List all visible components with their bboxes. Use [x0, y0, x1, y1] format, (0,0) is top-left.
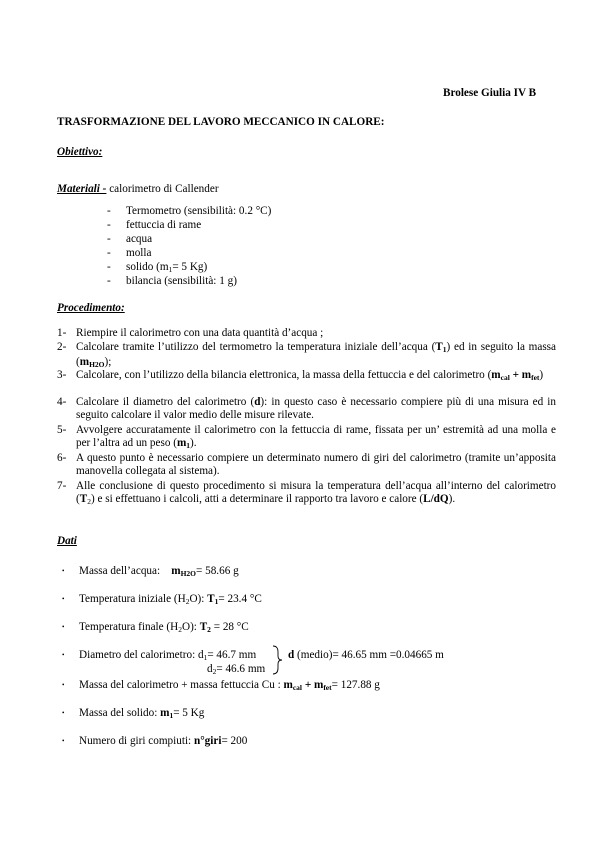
step-7: Alle conclusione di questo procedimento si misura la temperatura dell’acqua all’interno del calorimetro $(T_2)$ e si effettuano i calcoli, atti a determinare il rapporto tra lavoro e calore (L/dQ).	[76, 480, 556, 506]
dati-heading: Dati	[57, 535, 77, 547]
brace-icon	[271, 645, 283, 675]
dati-massa-solido: Massa del solido: $m_1= 5$ Kg	[79, 707, 205, 720]
dati-temp-finale: Temperatura finale $(H_2O)$: $T_2 = 28$ °C	[79, 621, 249, 634]
step-2: Calcolare tramite l’utilizzo del termometro la temperatura iniziale dell’acqua $(T_1)$ ed in seguito la massa $(m_{H2O})$;	[76, 341, 557, 369]
bullet: •	[62, 567, 65, 575]
step-number: 7-	[57, 480, 67, 492]
step-6: A questo punto è necessario compiere un determinato numero di giri del calorimetro (tramite un’apposita manovella collegata al sistema).	[76, 452, 556, 477]
dati-temp-iniziale: Temperatura iniziale $(H_2O)$: $T_1= 23.4$ °C	[79, 593, 262, 606]
author-name: Brolese Giulia IV B	[443, 87, 537, 99]
list-item: bilancia (sensibilità: 1 g)	[126, 275, 237, 287]
step-number: 6-	[57, 452, 67, 464]
list-dash: -	[107, 233, 111, 245]
dati-diametro-medio: d (medio)= 46.65 mm =0.04665 m	[288, 649, 444, 661]
dati-massa-calorimetro: Massa del calorimetro + massa fettuccia Cu : $m_{cal} + m_{fet}= 127.88$ g	[79, 679, 380, 692]
bullet: •	[62, 651, 65, 659]
step-1: Riempire il calorimetro con una data quantità d’acqua ;	[76, 327, 324, 339]
step-number: 2-	[57, 341, 67, 353]
dati-diametro-2: $d_2= 46.6$ mm	[207, 663, 266, 676]
list-dash: -	[107, 247, 111, 259]
step-number: 1-	[57, 327, 67, 339]
list-item: molla	[126, 247, 152, 259]
step-3: Calcolare, con l’utilizzo della bilancia elettronica, la massa della fettuccia e del calorimetro $(m_{cal} + m_{fet})$	[76, 369, 544, 382]
procedimento-heading: Procedimento:	[57, 302, 125, 314]
list-item: solido ($m_1= 5$ Kg)	[126, 261, 208, 274]
list-dash: -	[107, 261, 111, 273]
step-5: Avvolgere accuratamente il calorimetro con la fettuccia di rame, fissata per un’ estremità ad una molla e per l’altra ad un peso $(m_1)$.	[76, 424, 556, 450]
bullet: •	[62, 737, 65, 745]
list-dash: -	[107, 205, 111, 217]
document-title: TRASFORMAZIONE DEL LAVORO MECCANICO IN CALORE:	[57, 116, 385, 128]
bullet: •	[62, 623, 65, 631]
list-item: acqua	[126, 233, 153, 245]
list-dash: -	[107, 219, 111, 231]
obiettivo-heading: Obiettivo:	[57, 146, 103, 158]
step-number: 3-	[57, 369, 67, 381]
materiali-line	[57, 183, 219, 195]
list-dash: -	[107, 275, 111, 287]
bullet: •	[62, 709, 65, 717]
step-number: 5-	[57, 424, 67, 436]
dati-diametro: Diametro del calorimetro: $d_1= 46.7$ mm	[79, 649, 257, 662]
materiali-heading: Materiali -	[57, 183, 107, 195]
list-item: fettuccia di rame	[126, 219, 202, 231]
dati-numero-giri: Numero di giri compiuti: n°giri= 200	[79, 735, 248, 747]
step-number: 4-	[57, 396, 67, 408]
list-item: Termometro (sensibilità: 0.2 °C)	[126, 205, 272, 217]
bullet: •	[62, 681, 65, 689]
bullet: •	[62, 595, 65, 603]
step-4: Calcolare il diametro del calorimetro (d): in questo caso è necessario compiere più di una misura ed in seguito calcolare il valor medio delle misure rilevate.	[76, 396, 556, 421]
dati-massa-acqua: Massa dell’acqua: $m_{H2O}= 58.66$ g	[79, 565, 239, 578]
materiali-main: calorimetro di Callender	[106, 183, 219, 195]
